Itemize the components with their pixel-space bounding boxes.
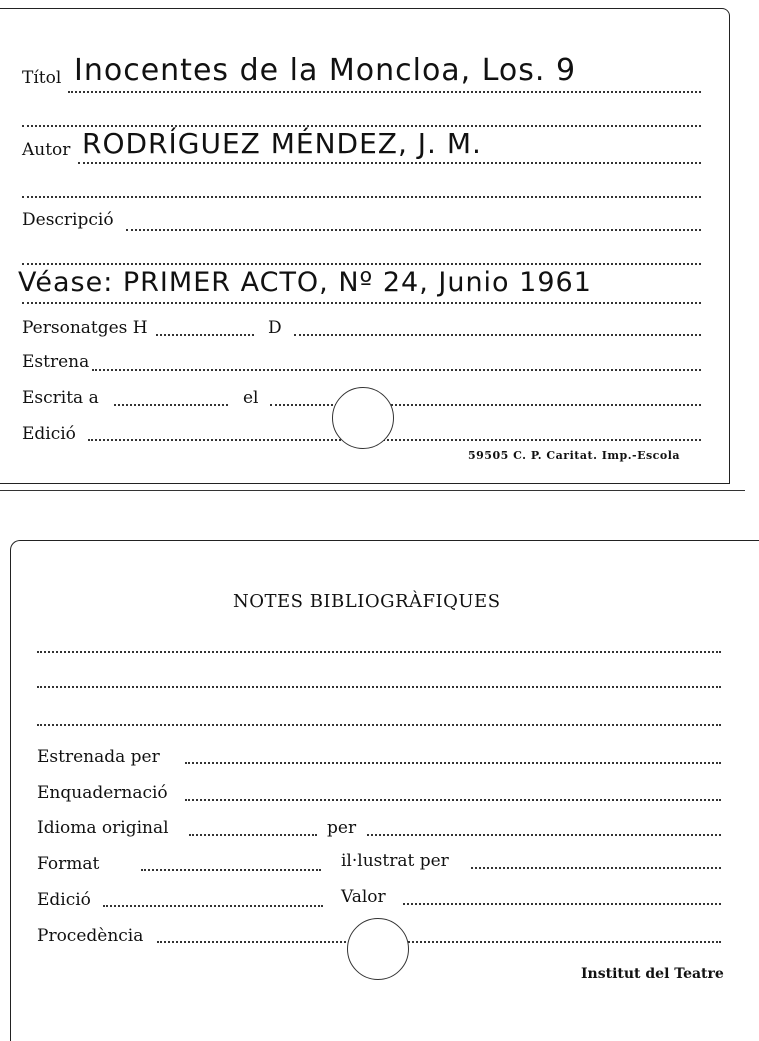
procedencia-line (157, 941, 721, 943)
estrena-line (92, 369, 701, 371)
personatges-d-label: D (268, 318, 282, 338)
notes-heading: NOTES BIBLIOGRÀFIQUES (233, 591, 501, 612)
format-line (141, 869, 321, 871)
titol-label: Títol (22, 68, 62, 88)
catalog-card-front (0, 8, 730, 484)
back-edicio-label: Edició (37, 890, 91, 910)
notes-line-3 (37, 724, 721, 726)
illustrat-line (471, 867, 721, 869)
idioma-label: Idioma original (37, 818, 169, 838)
punch-hole-back (347, 918, 409, 980)
procedencia-label: Procedència (37, 926, 144, 946)
notes-line-1 (37, 651, 721, 653)
enquadernacio-label: Enquadernació (37, 783, 168, 803)
valor-label: Valor (341, 887, 386, 907)
titol-line (68, 91, 701, 93)
estrenada-label: Estrenada per (37, 747, 160, 767)
format-label: Format (37, 854, 100, 874)
valor-line (403, 903, 721, 905)
personatges-h-line (156, 334, 254, 336)
printer-mark: 59505 C. P. Caritat. Imp.-Escola (468, 449, 681, 462)
edicio-line (88, 439, 701, 441)
descripcio-line-2 (22, 263, 701, 265)
descripcio-label: Descripció (22, 210, 114, 230)
estrena-label: Estrena (22, 352, 90, 372)
escrita-label: Escrita a (22, 388, 99, 408)
card-separator (0, 490, 745, 491)
descripcio-line (126, 229, 701, 231)
institution-name: Institut del Teatre (581, 966, 724, 982)
per-line (367, 834, 721, 836)
descripcio-note: Véase: PRIMER ACTO, Nº 24, Junio 1961 (18, 267, 592, 298)
autor-line (78, 162, 701, 164)
per-label: per (327, 818, 357, 838)
autor-line-2 (22, 196, 701, 198)
punch-hole (332, 387, 394, 449)
notes-line-2 (37, 686, 721, 688)
estrenada-line (185, 762, 721, 764)
enquadernacio-line (185, 799, 721, 801)
back-edicio-line (103, 905, 323, 907)
autor-value: RODRÍGUEZ MÉNDEZ, J. M. (82, 127, 482, 160)
titol-value: Inocentes de la Moncloa, Los. 9 (74, 53, 577, 88)
edicio-label: Edició (22, 424, 76, 444)
illustrat-label: il·lustrat per (341, 851, 449, 871)
personatges-d-line (294, 334, 701, 336)
descripcio-line-3 (22, 302, 701, 304)
escrita-line (114, 404, 228, 406)
el-label: el (243, 388, 259, 408)
idioma-line (189, 834, 317, 836)
personatges-label: Personatges H (22, 318, 148, 338)
catalog-card-back (10, 540, 759, 1041)
autor-label: Autor (22, 140, 71, 160)
